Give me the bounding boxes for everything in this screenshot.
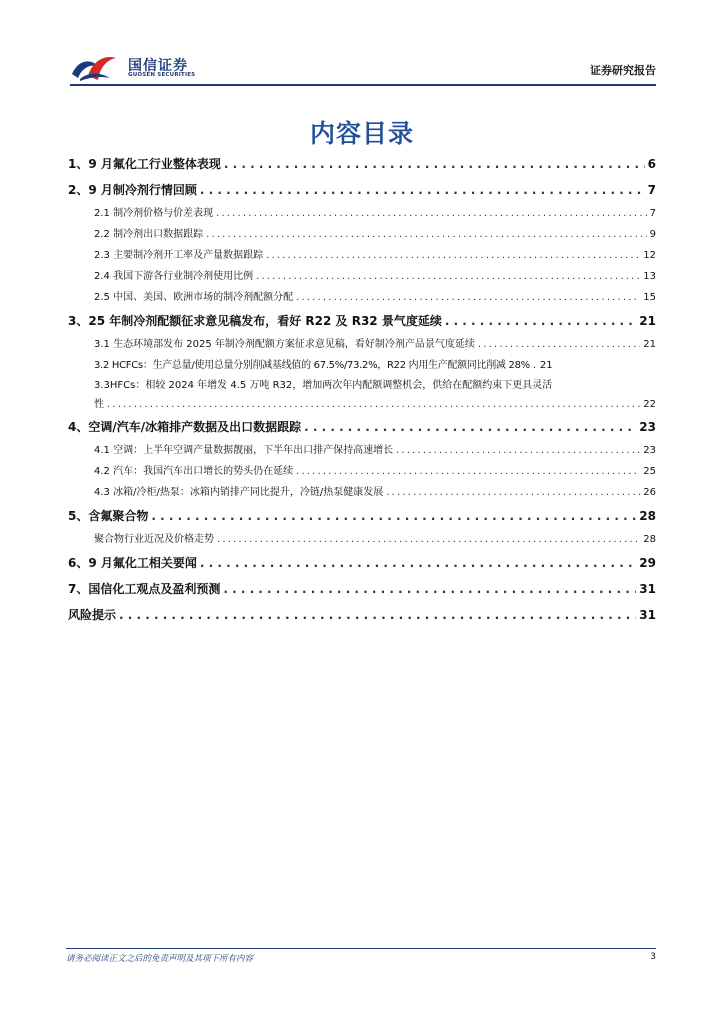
toc-entry-page: 21 <box>643 339 656 350</box>
guosen-logo-icon <box>70 52 118 82</box>
toc-title: 内容目录 <box>309 119 414 148</box>
toc-entry-label: 3.1 生态环境部发布 2025 年制冷剂配额方案征求意见稿，看好制冷剂产品景气度延续 <box>94 339 475 350</box>
toc-entry-2-2[interactable] <box>68 224 656 245</box>
toc-leader-dots <box>119 602 636 628</box>
toc-entry-page: 7 <box>647 183 656 197</box>
toc-entry-label: 2.4 我国下游各行业制冷剂使用比例 <box>94 271 254 282</box>
toc-leader-dots <box>107 395 640 414</box>
toc-entry-3-3-line1[interactable]: 3.3HFCs：相较 2024 年增发 4.5 万吨 R32，增加两次年内配额调整机会，供给在配额约束下更具灵活 <box>94 380 553 391</box>
toc-entry-label: 4.1 空调：上半年空调产量数据靓丽，下半年出口排产保持高速增长 <box>94 445 394 456</box>
toc-leader-dots <box>478 334 640 355</box>
toc-leader-dots <box>200 177 645 203</box>
toc-entry-page: 23 <box>639 420 656 434</box>
toc-entry-page: 26 <box>643 487 656 498</box>
toc-leader-dots <box>304 414 636 440</box>
toc-entry-2-3[interactable] <box>68 245 656 266</box>
toc-entry-page: 31 <box>639 582 656 596</box>
toc-entry-page: 12 <box>643 250 656 261</box>
toc-entry-label: 2.2 制冷剂出口数据跟踪 <box>94 229 204 240</box>
toc-entry-2-1[interactable] <box>68 203 656 224</box>
toc-entry-page: 31 <box>639 608 656 622</box>
toc-entry-3-2[interactable] <box>68 355 656 376</box>
toc-leader-dots <box>396 440 640 461</box>
toc-entry-label: 聚合物行业近况及价格走势 <box>94 534 214 545</box>
toc-entry-page: 23 <box>643 445 656 456</box>
toc-entry-2[interactable] <box>68 177 656 203</box>
toc-leader-dots <box>223 576 636 602</box>
toc-entry-3[interactable] <box>68 308 656 334</box>
toc-entry-3-1[interactable] <box>68 334 656 355</box>
toc-entry-label: 2.5 中国、美国、欧洲市场的制冷剂配额分配 <box>94 292 294 303</box>
toc-leader-dots <box>206 224 647 245</box>
report-type-label: 证券研究报告 <box>590 64 656 77</box>
toc-entry-page: 6 <box>647 157 656 171</box>
toc-entry-page: 25 <box>643 466 656 477</box>
toc-leader-dots <box>256 266 640 287</box>
toc-entry-page: 21 <box>639 314 656 328</box>
toc-entry-label: 风险提示 <box>68 608 117 622</box>
toc-entry-label: 7、国信化工观点及盈利预测 <box>68 582 221 596</box>
toc-entry-label: 4.2 汽车：我国汽车出口增长的势头仍在延续 <box>94 466 294 477</box>
toc-entry-label: 4、空调/汽车/冰箱排产数据及出口数据跟踪 <box>68 420 302 434</box>
toc-leader-dots <box>266 245 640 266</box>
toc-leader-dots <box>296 461 640 482</box>
toc-leader-dots <box>445 308 636 334</box>
toc-leader-dots <box>151 503 636 529</box>
logo-text-cn: 国信证券 <box>128 58 188 74</box>
toc-entry-risk[interactable] <box>68 602 656 628</box>
page-header <box>70 52 656 84</box>
footer-divider <box>66 948 656 949</box>
toc-leader-dots <box>533 355 537 376</box>
logo-text-en: GUOSEN SECURITIES <box>128 72 196 78</box>
toc-entry-5[interactable] <box>68 503 656 529</box>
toc-leader-dots <box>216 203 647 224</box>
toc-leader-dots <box>217 529 640 550</box>
toc-entry-label: 2、9 月制冷剂行情回顾 <box>68 183 197 197</box>
toc-entry-4[interactable] <box>68 414 656 440</box>
toc-entry-page: 21 <box>539 360 553 371</box>
toc-entry-label: 4.3 冰箱/冷柜/热泵：冰箱内销排产同比提升，冷链/热泵健康发展 <box>94 487 384 498</box>
toc-entry-2-4[interactable] <box>68 266 656 287</box>
toc-leader-dots <box>386 482 640 503</box>
page-number: 3 <box>650 952 656 962</box>
toc-entry-label: 3.2 HCFCs：生产总量/使用总量分别削减基线值的 67.5%/73.2%，R22 内用生产配额同比削减 28% <box>94 360 530 371</box>
toc-entry-page: 28 <box>643 534 656 545</box>
toc-entry-page: 9 <box>649 229 656 240</box>
toc-leader-dots <box>200 550 636 576</box>
toc-entry-label: 2.3 主要制冷剂开工率及产量数据跟踪 <box>94 250 264 261</box>
toc-entry-page: 15 <box>643 292 656 303</box>
toc-entry-label: 性 <box>94 399 104 410</box>
toc-entry-label: 2.1 制冷剂价格与价差表现 <box>94 208 214 219</box>
toc-entry-4-3[interactable] <box>68 482 656 503</box>
toc-leader-dots <box>296 287 640 308</box>
toc-entry-page: 29 <box>639 556 656 570</box>
toc-entry-7[interactable] <box>68 576 656 602</box>
toc-entry-1[interactable] <box>68 151 656 177</box>
toc-entry-label: 3、25 年制冷剂配额征求意见稿发布，看好 R22 及 R32 景气度延续 <box>68 314 442 328</box>
toc-entry-6[interactable] <box>68 550 656 576</box>
table-of-contents <box>68 151 656 628</box>
toc-entry-page: 13 <box>643 271 656 282</box>
toc-entry-label: 1、9 月氟化工行业整体表现 <box>68 157 221 171</box>
footer-disclaimer: 请务必阅读正文之后的免责声明及其项下所有内容 <box>66 954 254 964</box>
toc-entry-5-1[interactable] <box>68 529 656 550</box>
toc-leader-dots <box>224 151 645 177</box>
toc-entry-4-1[interactable] <box>68 440 656 461</box>
toc-entry-3-3[interactable] <box>68 395 656 414</box>
toc-entry-label: 5、含氟聚合物 <box>68 509 149 523</box>
toc-entry-2-5[interactable] <box>68 287 656 308</box>
toc-entry-page: 22 <box>643 399 656 410</box>
toc-entry-label: 6、9 月氟化工相关要闻 <box>68 556 197 570</box>
header-divider <box>70 84 656 86</box>
toc-entry-page: 28 <box>639 509 656 523</box>
toc-entry-4-2[interactable] <box>68 461 656 482</box>
toc-entry-page: 7 <box>649 208 656 219</box>
